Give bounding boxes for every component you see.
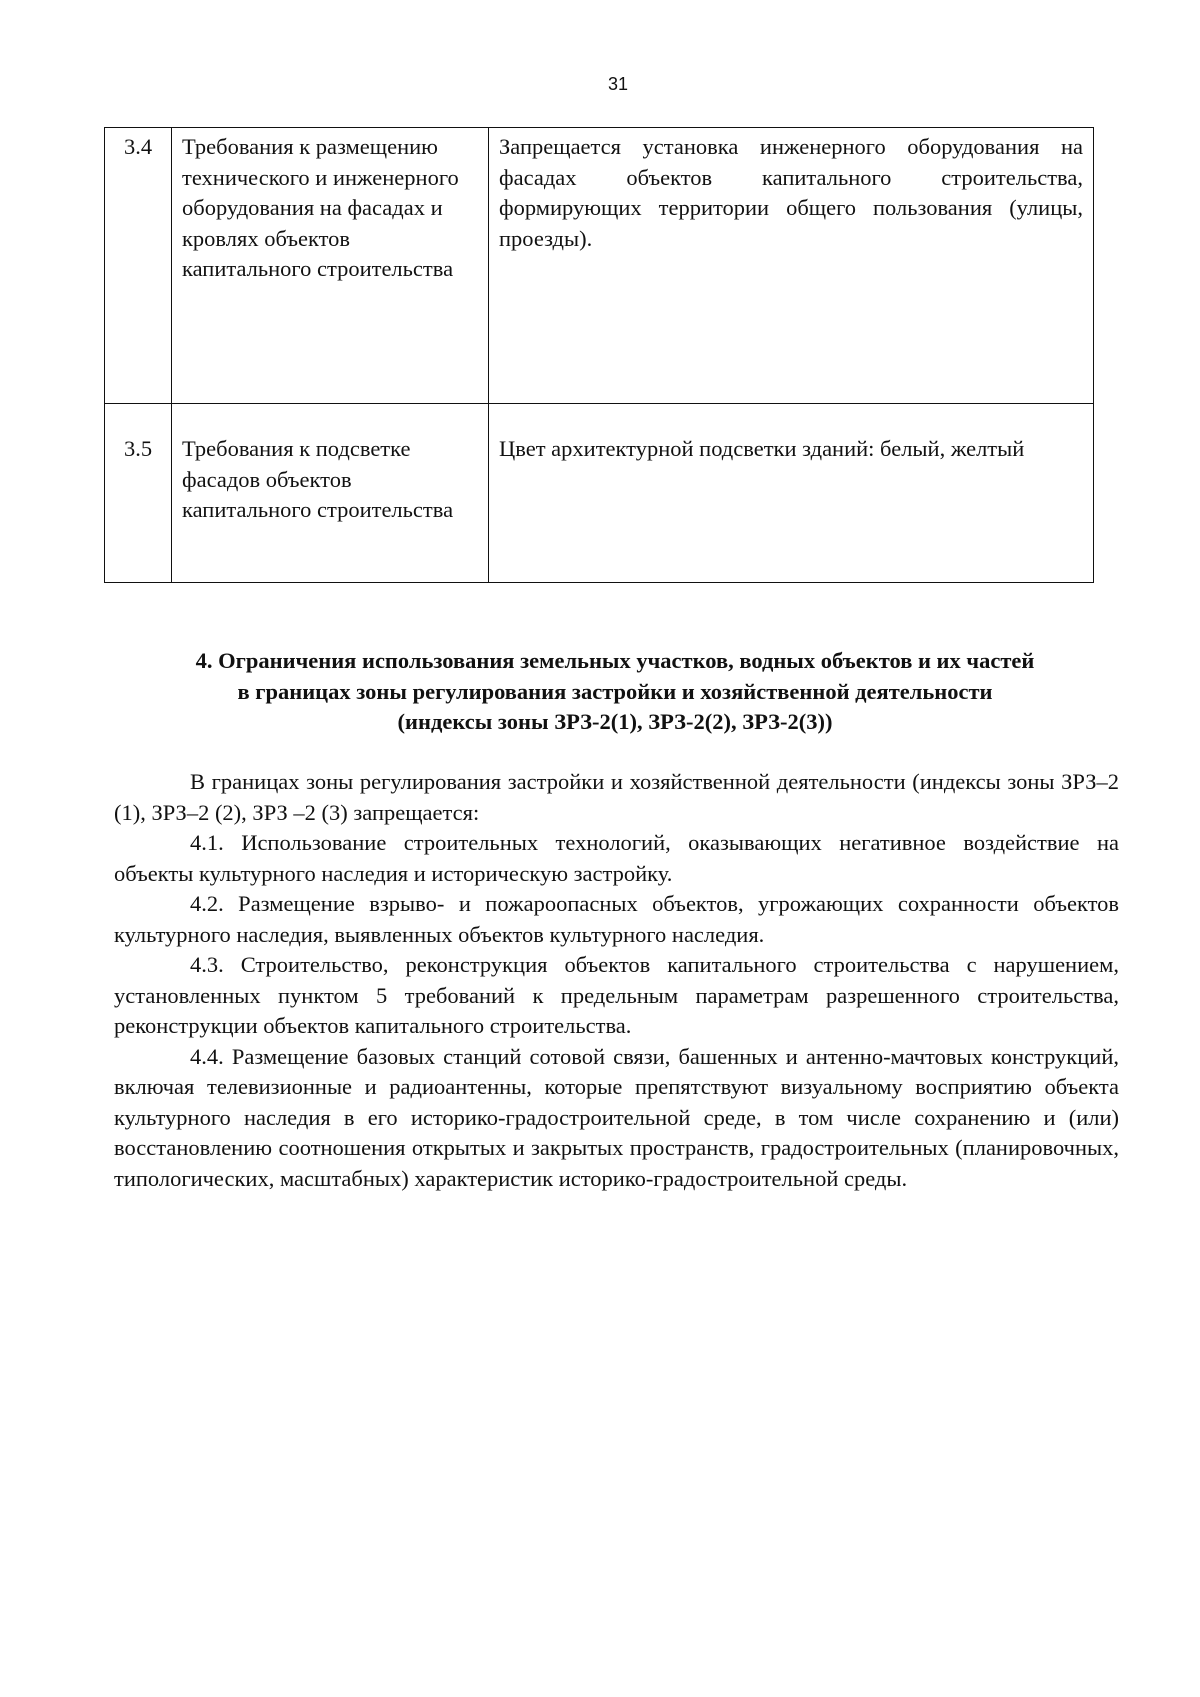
clause-paragraph: 4.2. Размещение взрыво- и пожароопасных объектов, угрожающих сохранности объектов культурного наследия, выявленных объектов культурного наследия. <box>114 891 1119 947</box>
clause-paragraph: 4.3. Строительство, реконструкция объектов капитального строительства с нарушением, установленных пунктом 5 требований к предельным параметрам разрешенного строительства, реконструкции объектов капитального строительства. <box>114 952 1119 1038</box>
requirements-table <box>104 127 1094 583</box>
intro-paragraph: В границах зоны регулирования застройки и хозяйственной деятельности (индексы зоны ЗРЗ–2 (1), ЗРЗ–2 (2), ЗРЗ –2 (3) запрещается: <box>114 769 1119 825</box>
row-number: 3.5 <box>105 404 172 583</box>
section-heading-line: (индексы зоны ЗРЗ-2(1), ЗРЗ-2(2), ЗРЗ-2(3)) <box>397 709 833 734</box>
requirement-name: Требования к размещению технического и инженерного оборудования на фасадах и кровлях объектов капитального строительства <box>172 128 489 404</box>
clause-paragraph: 4.4. Размещение базовых станций сотовой связи, башенных и антенно-мачтовых конструкций, включая телевизионные и радиоантенны, которые препятствуют визуальному восприятию объекта культурного наследия в его историко-градостроительной среде, в том числе сохранению и (или) восстановлению соотношения открытых и закрытых пространств, градостроительных (планировочных, типологических, масштабных) характеристик историко-градостроительной среды. <box>114 1043 1119 1191</box>
table-row <box>105 404 1094 583</box>
requirement-value: Цвет архитектурной подсветки зданий: белый, желтый <box>489 404 1094 583</box>
section-heading <box>110 646 1120 738</box>
section-body <box>114 767 1119 1194</box>
table-row <box>105 128 1094 404</box>
section-heading-line: 4. Ограничения использования земельных участков, водных объектов и их частей <box>195 648 1035 673</box>
page-number: 31 <box>607 74 629 94</box>
section-heading-line: в границах зоны регулирования застройки и хозяйственной деятельности <box>237 678 993 704</box>
requirement-name: Требования к подсветке фасадов объектов капитального строительства <box>172 404 489 583</box>
requirement-value: Запрещается установка инженерного оборудования на фасадах объектов капитального строительства, формирующих территории общего пользования (улицы, проезды). <box>489 128 1094 404</box>
row-number: 3.4 <box>105 128 172 404</box>
clause-paragraph: 4.1. Использование строительных технологий, оказывающих негативное воздействие на объекты культурного наследия и историческую застройку. <box>114 830 1119 886</box>
